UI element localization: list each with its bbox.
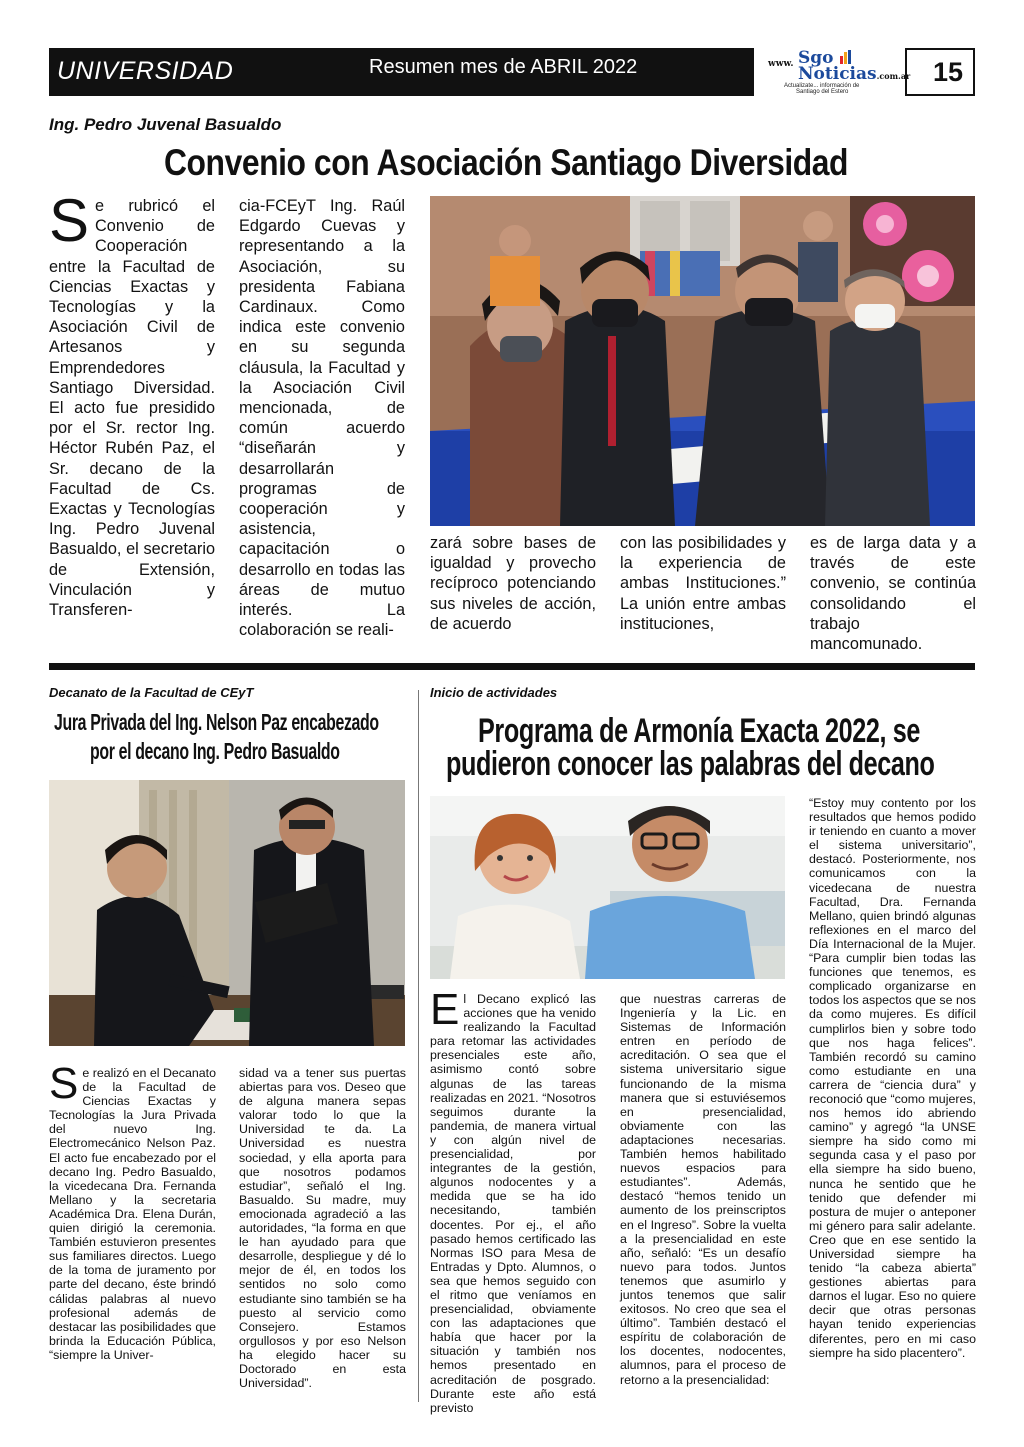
article2-headline-line1: Jura Privada del Ing. Nelson Paz encabezado [54, 709, 379, 735]
article3-kicker: Inicio de actividades [430, 685, 558, 700]
logo-bars-icon [840, 50, 854, 64]
article1-headline: Convenio con Asociación Santiago Diversidad [164, 142, 849, 183]
article2-dropcap: S [49, 1059, 79, 1108]
article2-headline-line2: por el decano Ing. Pedro Basualdo [90, 738, 340, 764]
convenio-signing-illustration [430, 196, 975, 526]
article3-dropcap: E [430, 985, 460, 1034]
article3-column-3: “Estoy muy contento por los resultados que hemos podido ir teniendo en cuanto a mover el sistema universitario”, destacó. Posteriormente, nos comunicamos con la vicedecana de nuestra Facultad, Dra. Fernanda Mellano, quien brindó algunas reflexiones en el marco del Día Internacional de la Mujer. “Para cumplir bien todas las funciones que tenemos, es complicado organizarse en todos los aspectos que se nos da como mujeres. Es difícil cumplirlos bien y sobre todo que nos haga felices”. También recordó su camino como estudiante en una carrera de “ciencia dura” y reconoció que “como mujeres, nos hemos ido abriendo camino” y agregó “la UNSE siempre ha sido como mi segunda casa y el paso por ella siempre ha sido bueno, nunca he sentido que he tenido que defender mi postura de mujer o anteponer mi género para salir adelante. Creo que en ese sentido la Universidad siempre ha tenido “la cabeza abierta” gestiones abiertas para darnos el lugar. Eso no quiere decir que otras personas hayan tenido experiencias diferentes, pero en mi caso siempre ha sido placentero”. [809, 796, 976, 1360]
article3-headline-line2: pudieron conocer las palabras del decano [446, 745, 935, 783]
armonia-exacta-illustration [430, 796, 785, 979]
article1-column-5: es de larga data y a través de este convenio, se continúa consolidando el trabajo mancomunado. [810, 534, 976, 654]
column-divider [418, 690, 419, 1402]
article1-column-3: zará sobre bases de igualdad y provecho recíproco potenciando sus niveles de acción, de acuerdo [430, 534, 596, 633]
section-header-bar [49, 48, 754, 96]
section-name: UNIVERSIDAD [57, 57, 234, 85]
article2-kicker: Decanato de la Facultad de CEyT [49, 685, 254, 700]
article1-dropcap: S [49, 187, 90, 254]
logo-brand [798, 50, 910, 84]
article2-column-1: Se realizó en el Decanato de la Facultad de Ciencias Exactas y Tecnologías la Jura Privada del nuevo Ing. Electromecánico Nelson Paz. El acto fue encabezado por el decano Ing. Pedro Basualdo, la vicedecana Dra. Fernanda Mellano y la secretaria Académica Dra. Elena Durán, quien dirigió la ceremonia. También estuvieron presentes sus familiares directos. Luego de la toma de juramento por parte del decano, éste brindó cálidas palabras al nuevo profesional además de destacar las posibilidades que brinda la Educación Pública, “siempre la Univer- [49, 1059, 216, 1362]
edition-month: Resumen mes de ABRIL 2022 [369, 56, 638, 78]
logo-www: www. [768, 59, 794, 69]
page-number: 15 [905, 48, 975, 96]
article3-headline-line1: Programa de Armonía Exacta 2022, se [478, 712, 921, 750]
logo-tagline: Actualizate... información de Santiago del Estero [784, 83, 860, 95]
article1-column-4: con las posibilidades y la experiencia de ambas Instituciones.” La unión entre ambas instituciones, [620, 534, 786, 633]
convenio-signing-photo [430, 196, 975, 526]
article1-kicker: Ing. Pedro Juvenal Basualdo [49, 115, 282, 134]
sgo-noticias-logo [768, 48, 911, 96]
article1-column-1: Se rubricó el Convenio de Cooperación entre la Facultad de Ciencias Exactas y Tecnologías y la Asociación Civil de Artesanos y Emprendedores Santiago Diversidad. El acto fue presidido por el Sr. rector Ing. Héctor Rubén Paz, el Sr. decano de la Facultad de Cs. Exactas y Tecnologías Ing. Pedro Juvenal Basualdo, el secretario de Extensión, Vinculación y Transferen- [49, 187, 215, 620]
jura-privada-photo [49, 780, 405, 1046]
article3-column-2: que nuestras carreras de Ingeniería y la Lic. en Sistemas de Información entren en período de acreditación. O sea que el sistema universitario sigue funcionando de la misma manera que si estuviésemos en presencialidad, obviamente con las adaptaciones necesarias. También hemos habilitado nuevos espacios para estudiantes”. Además, destacó “hemos tenido un aumento de los preinscriptos en el Ingreso”. Sobre la vuelta a la presencialidad en este año, señaló: “Es un desafío nuevo para todos. Juntos tenemos que asumirlo y juntos tenemos que salir exitosos. No creo que sea el último”. También destacó el espíritu de colaboración de los docentes, nodocentes, alumnos, para el proceso de retorno a la presencialidad: [620, 992, 786, 1387]
logo-domain: .com.ar [876, 71, 911, 81]
section-divider [49, 663, 975, 670]
armonia-exacta-photo [430, 796, 785, 979]
logo-brand-top: Sgo [798, 48, 834, 68]
logo-brand-bottom: Noticias [798, 64, 877, 84]
jura-privada-illustration [49, 780, 405, 1046]
article3-column-1: El Decano explicó las acciones que ha venido realizando la Facultad para retomar las actividades presenciales este año, asimismo contó sobre algunas de las tareas realizadas en 2021. “Nosotros seguimos durante la pandemia, de manera virtual y con algún nivel de presencialidad, por integrantes de la gestión, algunos nodocentes y a medida que se ha ido necesitando, también docentes. Por ej., el año pasado hemos certificado las Normas ISO para Mesa de Entradas y Dpto. Alumnos, o sea que hemos seguido con el ritmo que veníamos en presencialidad, obviamente con las adaptaciones que había que hacer por la situación y también nos hemos presentado en acreditación de posgrado. Durante este año está previsto [430, 985, 596, 1415]
article1-column-2: cia-FCEyT Ing. Raúl Edgardo Cuevas y representando a la Asociación, su presidenta Fabiana Cardinaux. Como indica este convenio en su segunda cláusula, la Facultad y la Asociación Civil mencionada, de común acuerdo “diseñarán y desarrollarán programas de cooperación y asistencia, capacitación o desarrollo en todas las áreas de mutuo interés. La colaboración se reali- [239, 197, 405, 640]
article2-column-2: sidad va a tener sus puertas abiertas para vos. Deseo que de alguna manera sepas valorar todo lo que la Universidad te da. La Universidad es nuestra sociedad, y ella aporta para que nosotros podamos estudiar”, señaló el Ing. Basualdo. Su madre, muy emocionada agradeció a las autoridades, “la forma en que le han ayudado para que desarrolle, despliegue y dé lo mejor de él, en todos los sentidos no solo como estudiante sino también se ha puesto al servicio como Consejero. Estamos orgullosos y por eso Nelson ha elegido hacer su Doctorado en esta Universidad”. [239, 1066, 406, 1391]
